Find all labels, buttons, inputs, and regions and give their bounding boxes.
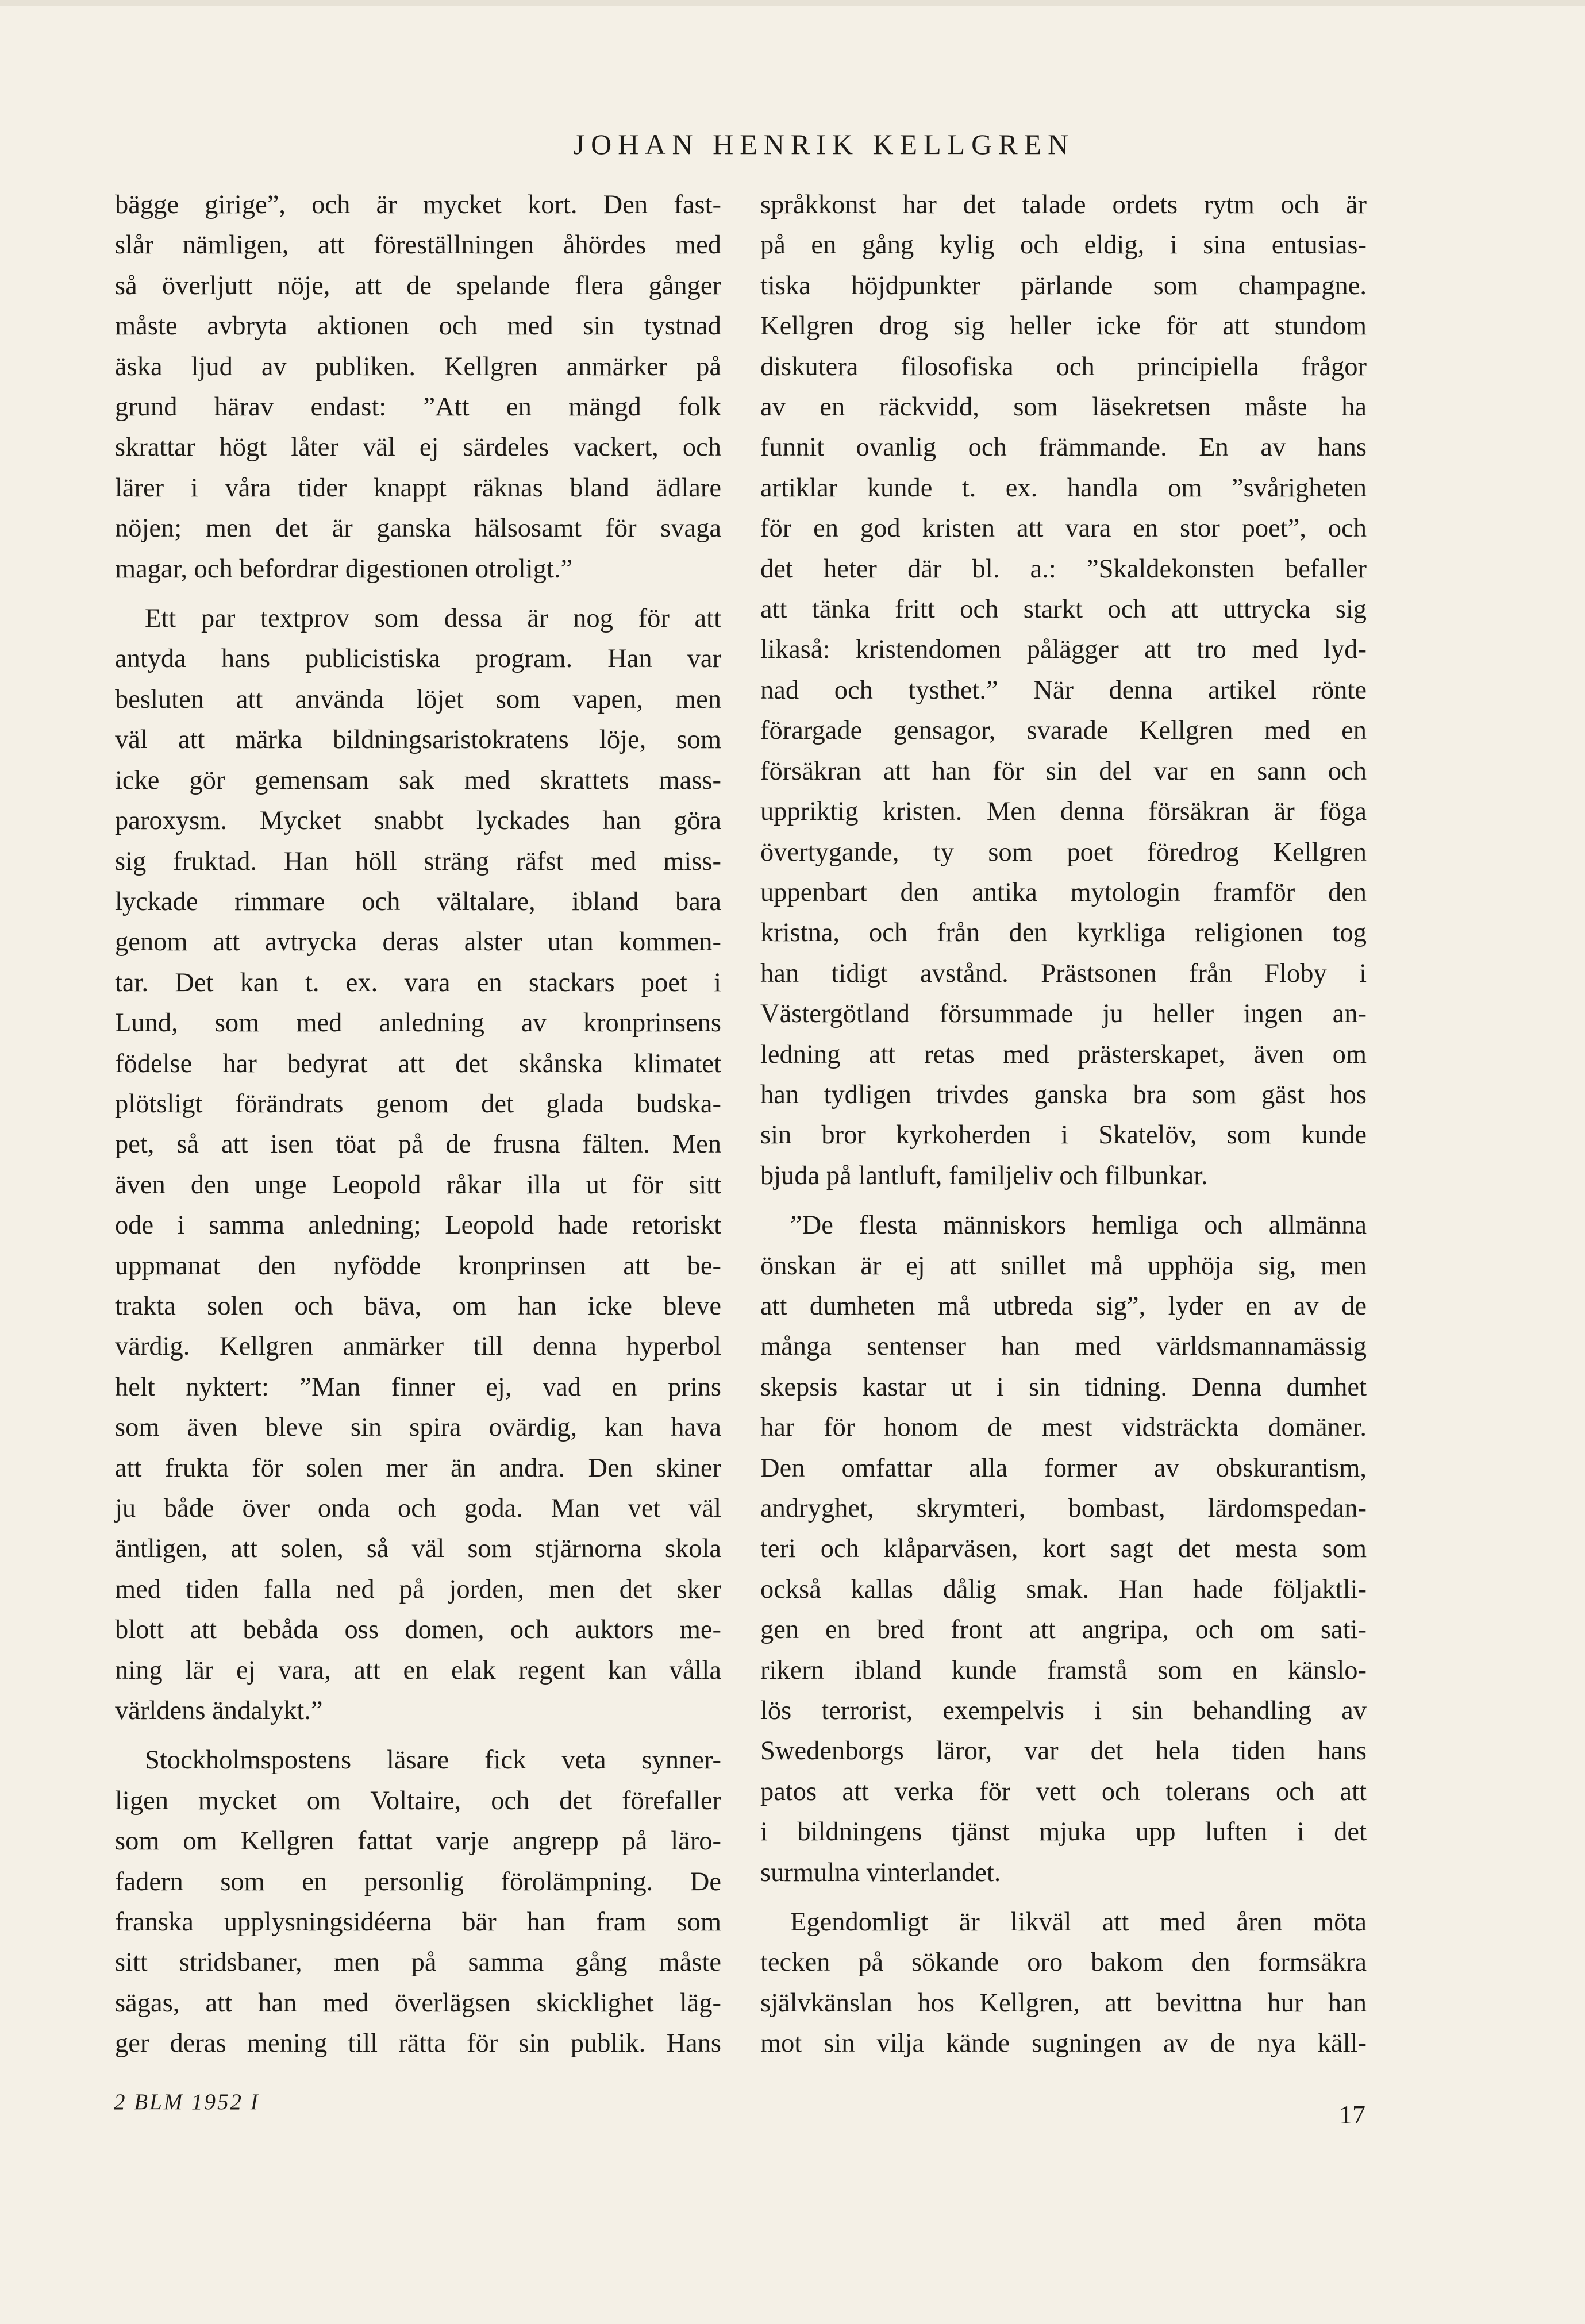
text-line: bjuda på lantluft, familjeliv och filbunkar. (760, 1161, 1208, 1190)
text-line: sägas, att han med överlägsen skicklighet läg- (115, 1988, 721, 2018)
left-text-column (115, 185, 721, 2064)
text-line: grund härav endast: ”Att en mängd folk (115, 392, 721, 422)
text-line: ning lär ej vara, att en elak regent kan vålla (115, 1655, 721, 1685)
text-line: teri och klåparväsen, kort sagt det mesta som (760, 1534, 1367, 1564)
paragraph (115, 185, 721, 589)
text-line: för en god kristen att vara en stor poet”, och (760, 514, 1367, 544)
text-line: slår nämligen, att föreställningen åhördes med (115, 230, 721, 260)
text-line: besluten att använda löjet som vapen, men (115, 684, 721, 714)
text-line: tecken på sökande oro bakom den formsäkra (760, 1948, 1367, 1978)
right-text-column (760, 185, 1367, 2064)
text-line: uppmanat den nyfödde kronprinsen att be- (115, 1251, 721, 1281)
text-line: i bildningens tjänst mjuka upp luften i det (760, 1817, 1367, 1847)
text-line: skepsis kastar ut i sin tidning. Denna dumhet (760, 1372, 1367, 1402)
text-line: Kellgren drog sig heller icke för att stundom (760, 311, 1367, 341)
text-line: funnit ovanlig och främmande. En av hans (760, 433, 1367, 463)
text-line: blott att bebåda oss domen, och auktors me- (115, 1615, 721, 1645)
text-line: trakta solen och bäva, om han icke bleve (115, 1291, 721, 1321)
text-line: språkkonst har det talade ordets rytm och är (760, 190, 1367, 219)
text-line: gen en bred front att angripa, och om sati- (760, 1615, 1367, 1645)
text-line: Swedenborgs läror, var det hela tiden hans (760, 1736, 1367, 1766)
text-line: försäkran att han för sin del var en sann och (760, 756, 1367, 786)
text-line: uppenbart den antika mytologin framför den (760, 877, 1367, 907)
text-line: att tänka fritt och starkt och att uttrycka sig (760, 595, 1367, 625)
text-line: pet, så att isen töat på de frusna fälten. Men (115, 1130, 721, 1159)
text-line: tar. Det kan t. ex. vara en stackars poet i (115, 968, 721, 997)
text-line: magar, och befordrar digestionen otroligt.” (115, 554, 573, 584)
text-line: lyckade rimmare och vältalare, ibland bara (115, 887, 721, 916)
text-line: antyda hans publicistiska program. Han var (115, 644, 721, 674)
text-line: sitt stridsbaner, men på samma gång måste (115, 1948, 721, 1978)
text-line: han tydligen trivdes ganska bra som gäst hos (760, 1080, 1367, 1109)
text-line: födelse har bedyrat att det skånska klimatet (115, 1049, 721, 1078)
text-line: genom att avtrycka deras alster utan kommen- (115, 927, 721, 957)
text-line: äska ljud av publiken. Kellgren anmärker på (115, 352, 721, 381)
text-line: sig fruktad. Han höll sträng räfst med miss- (115, 846, 721, 876)
text-line: önskan är ej att snillet må upphöja sig, men (760, 1251, 1367, 1281)
paragraph (760, 185, 1367, 1196)
page-number: 17 (1339, 2100, 1365, 2129)
text-line: av en räckvidd, som läsekretsen måste ha (760, 392, 1367, 422)
text-line: nad och tysthet.” När denna artikel rönte (760, 675, 1367, 705)
text-line: väl att märka bildningsaristokratens löje, som (115, 725, 721, 755)
text-line: fadern som en personlig förolämpning. De (115, 1867, 721, 1897)
text-line: äntligen, att solen, så väl som stjärnorna skola (115, 1534, 721, 1564)
text-line: måste avbryta aktionen och med sin tystnad (115, 311, 721, 341)
text-line: diskutera filosofiska och principiella frågor (760, 352, 1367, 381)
paragraph (115, 599, 721, 1731)
text-line: ju både över onda och goda. Man vet väl (115, 1494, 721, 1523)
paragraph (115, 1740, 721, 2064)
text-line: uppriktig kristen. Men denna försäkran är föga (760, 797, 1367, 827)
text-line: sin bror kyrkoherden i Skatelöv, som kunde (760, 1120, 1367, 1150)
text-line: värdig. Kellgren anmärker till denna hyperbol (115, 1332, 721, 1362)
text-line: Västergötland försummade ju heller ingen an- (760, 999, 1367, 1029)
text-line: att dumheten må utbreda sig”, lyder en av de (760, 1291, 1367, 1321)
text-line: ode i samma anledning; Leopold hade retoriskt (115, 1211, 721, 1240)
text-line: har för honom de mest vidsträckta domäner. (760, 1413, 1367, 1443)
text-line: ger deras mening till rätta för sin publik. Hans (115, 2029, 721, 2059)
text-line: världens ändalykt.” (115, 1696, 323, 1726)
text-line: tiska höjdpunkter pärlande som champagne. (760, 271, 1367, 300)
text-line: det heter där bl. a.: ”Skaldekonsten befaller (760, 554, 1367, 584)
text-line: som om Kellgren fattat varje angrepp på läro- (115, 1826, 721, 1856)
text-line: rikern ibland kunde framstå som en känslo- (760, 1655, 1367, 1685)
text-line: paroxysm. Mycket snabbt lyckades han göra (115, 806, 721, 836)
text-line: patos att verka för vett och tolerans och att (760, 1776, 1367, 1806)
text-line: plötsligt förändrats genom det glada budska- (115, 1089, 721, 1119)
text-line: Den omfattar alla former av obskurantism, (760, 1453, 1367, 1483)
text-line: ligen mycket om Voltaire, och det förefaller (115, 1786, 721, 1816)
paragraph (760, 1902, 1367, 2064)
text-line: Egendomligt är likväl att med åren möta (790, 1907, 1367, 1937)
text-line: nöjen; men det är ganska hälsosamt för svaga (115, 514, 721, 544)
paragraph (760, 1205, 1367, 1893)
page-top-edge (0, 0, 1585, 6)
text-line: förargade gensagor, svarade Kellgren med en (760, 716, 1367, 746)
text-line: han tidigt avstånd. Prästsonen från Floby i (760, 958, 1367, 988)
text-line: med tiden falla ned på jorden, men det sker (115, 1574, 721, 1604)
text-line: helt nyktert: ”Man finner ej, vad en prins (115, 1372, 721, 1402)
text-line: icke gör gemensam sak med skrattets mass- (115, 765, 721, 795)
text-line: ledning att retas med prästerskapet, även om (760, 1039, 1367, 1069)
text-line: även den unge Leopold råkar illa ut för sitt (115, 1170, 721, 1200)
text-line: självkänslan hos Kellgren, att bevittna hur han (760, 1988, 1367, 2018)
printer-signature: 2 BLM 1952 I (114, 2090, 260, 2114)
text-line: ”De flesta människors hemliga och allmänna (790, 1211, 1367, 1240)
text-line: artiklar kunde t. ex. handla om ”svårigheten (760, 473, 1367, 503)
text-line: övertygande, ty som poet föredrog Kellgren (760, 837, 1367, 867)
text-line: som även bleve sin spira ovärdig, kan hava (115, 1413, 721, 1443)
text-line: också kallas dålig smak. Han hade följaktli- (760, 1574, 1367, 1604)
text-line: skrattar högt låter väl ej särdeles vackert, och (115, 433, 721, 463)
text-line: Lund, som med anledning av kronprinsens (115, 1008, 721, 1038)
text-line: mot sin vilja kände sugningen av de nya käll- (760, 2029, 1367, 2059)
text-line: många sentenser han med världsmannamässig (760, 1332, 1367, 1362)
text-line: surmulna vinterlandet. (760, 1857, 1001, 1887)
text-line: att frukta för solen mer än andra. Den skiner (115, 1453, 721, 1483)
running-head: JOHAN HENRIK KELLGREN (573, 128, 1075, 160)
text-line: Ett par textprov som dessa är nog för att (145, 604, 721, 634)
text-line: bägge girige”, och är mycket kort. Den fast- (115, 190, 721, 219)
text-line: på en gång kylig och eldig, i sina entusias- (760, 230, 1367, 260)
text-line: lärer i våra tider knappt räknas bland ädlare (115, 473, 721, 503)
text-line: så överljutt nöje, att de spelande flera gånger (115, 271, 721, 300)
text-line: franska upplysningsidéerna bär han fram som (115, 1907, 721, 1937)
text-line: lös terrorist, exempelvis i sin behandling av (760, 1696, 1367, 1726)
text-line: Stockholmspostens läsare fick veta synner- (145, 1745, 721, 1775)
text-line: kristna, och från den kyrkliga religionen tog (760, 918, 1367, 948)
text-line: andryghet, skrymteri, bombast, lärdomspedan- (760, 1494, 1367, 1523)
text-line: likaså: kristendomen pålägger att tro med lyd- (760, 635, 1367, 665)
